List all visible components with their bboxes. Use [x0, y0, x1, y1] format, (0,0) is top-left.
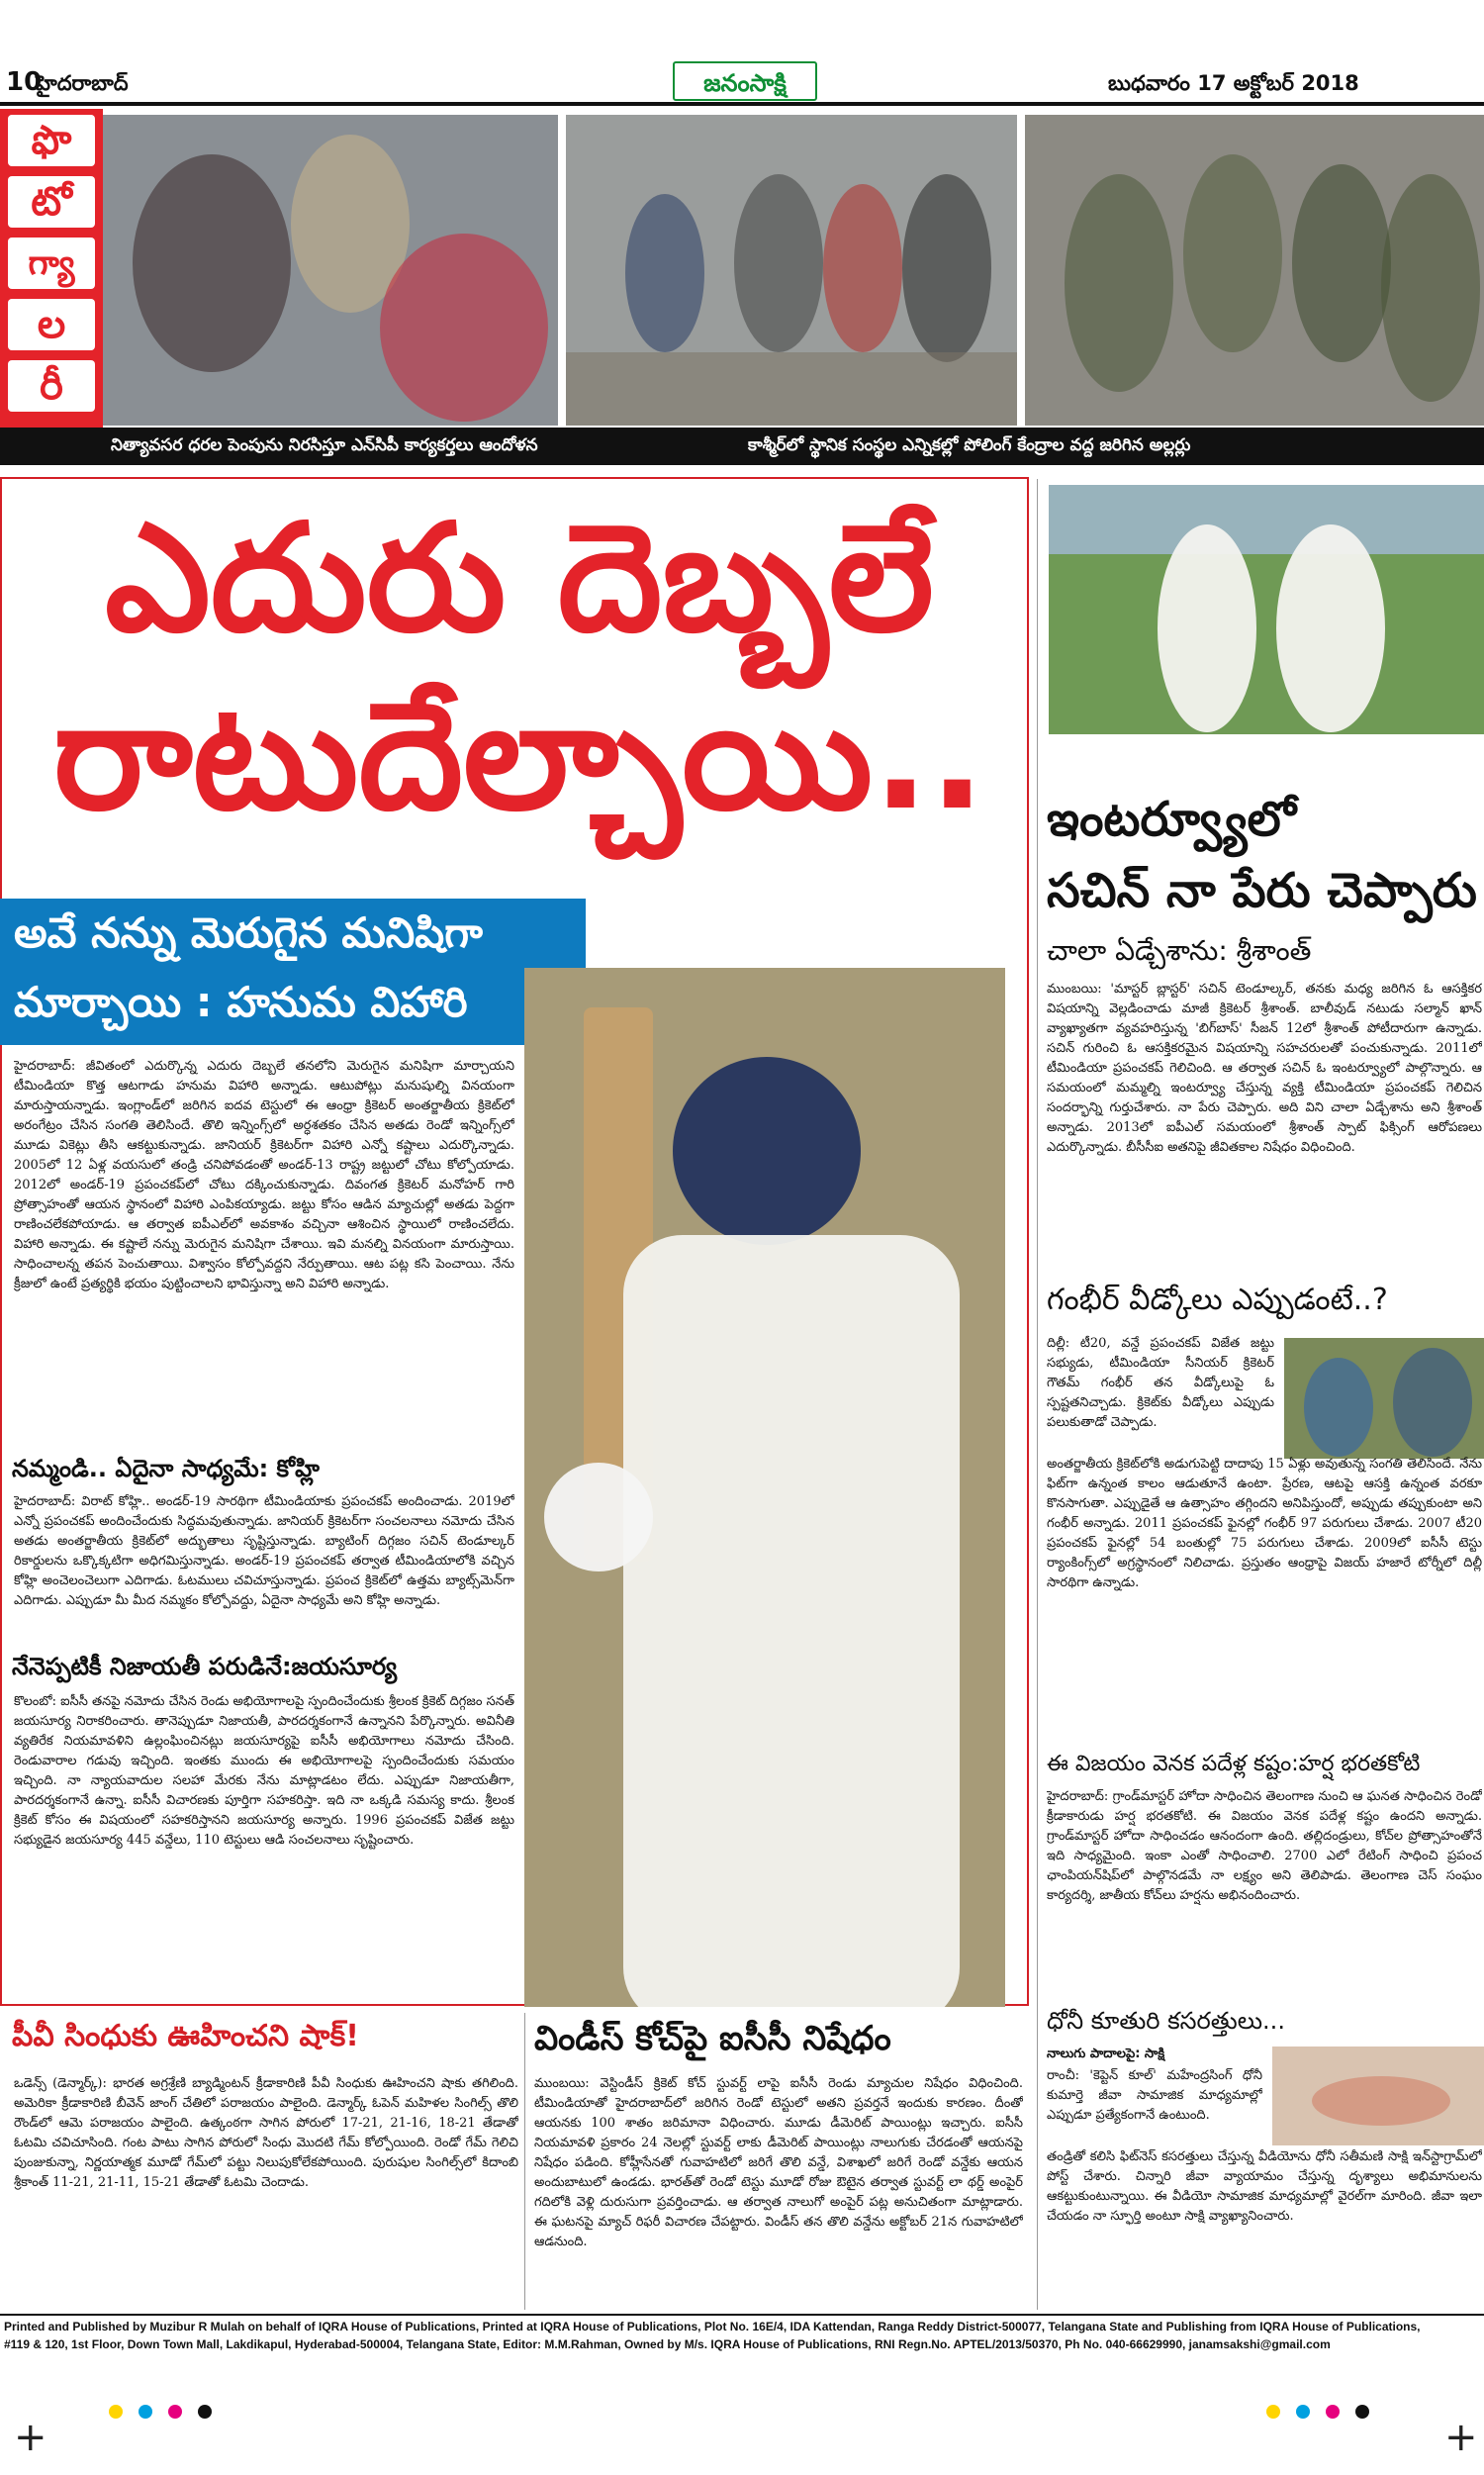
registration-cross-icon: +: [14, 2415, 47, 2460]
gallery-label-char: గ్యా: [8, 238, 95, 289]
newspaper-logo: జనంసాక్షి: [673, 61, 817, 101]
registration-cross-icon: +: [1444, 2415, 1478, 2460]
sindhu-story-title: పీవీ సింధుకు ఊహించని షాక్!: [12, 2019, 359, 2053]
gambhir-story-intro: దిల్లీ: టీ20, వన్డే ప్రపంచకప్ విజేత జట్టు సభ్యుడు, టీమిండియా సీనియర్ క్రికెటర్ గౌతమ్ గంభీర్ తన వీడ్కోలుపై ఓ స్పష్టతనిచ్చాడు. క్రికెట్‌కు వీడ్కోలు ఎప్పుడు పలుకుతాడో చెప్పాడు.: [1047, 1336, 1274, 1430]
gambhir-story-body: అంతర్జాతీయ క్రికెట్‌లోకి అడుగుపెట్టి దాదాపు 15 ఏళ్లు అవుతున్న సంగతి తెలిసిందే. నేను ఫిట్‌గా ఉన్నంత కాలం ఆడుతూనే ఉంటా. ప్రేరణ, ఆటపై ఆసక్తి ఉన్నంత వరకూ కొనసాగుతా. ఎప్పుడైతే ఆ ఉత్సాహం తగ్గిందని అనిపిస్తుందో, అప్పుడు తప్పుకుంటా అని గంభీర్ అన్నాడు. 2011 ప్రపంచకప్ ఫైనల్లో గంభీర్ 97 పరుగులు చేశాడు. 2007 టీ20 ప్రపంచకప్ ఫైనల్లో 54 బంతుల్లో 75 పరుగులు చేశాడు. 2009లో ఐసీసీ టెస్టు ర్యాంకింగ్స్‌లో అగ్రస్థానంలో నిలిచాడు. ప్రస్తుతం ఆంధ్రాపై విజయ్ హజారే టోర్నీలో దిల్లీ సారథిగా ఉన్నాడు.: [1047, 1457, 1482, 1590]
windies-story-body: ముంబయి: వెస్టిండీస్ క్రికెట్ కోచ్ స్టువర్ట్ లాపై ఐసీసీ రెండు మ్యాచుల నిషేధం విధించింది. టీమిండియాతో హైదరాబాద్‌లో జరిగిన రెండో టెస్టులో అతని ప్రవర్తనే ఇందుకు కారణం. దీంతో ఆయనకు 100 శాతం జరిమానా విధించారు. మూడు డీమెరిట్ పాయింట్లు ఇచ్చారు. ఐసీసీ నియమావళి ప్రకారం 24 నెలల్లో స్టువర్ట్ లాకు డీమెరిట్ పాయింట్లు నాలుగుకు చేరడంతో ఆయనపై నిషేధం పడింది. కోహ్లీసేనతో గువాహటిలో జరిగే తొలి వన్డే, విశాఖలో జరిగే రెండో వన్డేకు ఆయన అందుబాటులో ఉండడు. భారత్‌తో రెండో టెస్టు మూడో రోజు ఔటైన తర్వాత స్టువర్ట్ లా థర్డ్ అంపైర్ గదిలోకి వెళ్లి దురుసుగా ప్రవర్తించాడు. ఆ తర్వాత నాలుగో అంపైర్ పట్ల అనుచితంగా మాట్లాడారు. ఈ ఘటనపై మ్యాచ్ రిఫరీ విచారణ చేపట్టారు. విండీస్ తన తొలి వన్డేను అక్టోబర్ 21న గువాహటిలో ఆడనుంది.: [534, 2076, 1023, 2249]
gallery-label-char: టో: [8, 176, 95, 228]
protest-photo: [103, 115, 558, 426]
masthead-rule: [0, 102, 1484, 106]
edition-city: హైదరాబాద్: [36, 71, 129, 95]
jayasuriya-story-body: కొలంబో: ఐసీసీ తనపై నమోదు చేసిన రెండు అభియోగాలపై స్పందించేందుకు శ్రీలంక క్రికెట్ దిగ్గజం సనత్ జయసూర్య నిరాకరించారు. తానెప్పుడూ నిజాయతీ, పారదర్శకంగానే ఉన్నానని పేర్కొన్నారు. అవినీతి వ్యతిరేక నియమావళిని ఉల్లంఘించినట్లు జయసూర్యపై ఐసీసీ అభియోగాలు నమోదు చేసింది. రెండువారాల గడువు ఇచ్చింది. ఇంతకు ముందు ఈ అభియోగాలపై స్పందించేందుకు సమయం ఇచ్చింది. నా న్యాయవాదుల సలహా మేరకు నేను మాట్లాడటం లేదు. ఎప్పుడూ నిజాయతీగా, పారదర్శకంగానే ఉన్నా. ఐసీసీ విచారణకు పూర్తిగా సహకరిస్తా. ఇది నా ఒక్కడి సమస్య కాదు. శ్రీలంక క్రికెట్ కోసం ఈ విషయంలో సహకరిస్తానని జయసూర్య అన్నారు. 1996 ప్రపంచకప్ విజేత జట్టు సభ్యుడైన జయసూర్య 445 వన్డేలు, 110 టెస్టులు ఆడి సంచలనాలు సృష్టించారు.: [14, 1694, 514, 1848]
harsha-story-title: ఈ విజయం వెనక పదేళ్ల కష్టం:హర్ష భరతకోటి: [1047, 1752, 1421, 1776]
windies-story-title: విండీస్ కోచ్‌పై ఐసీసీ నిషేధం: [534, 2019, 891, 2058]
sachin-story-body: ముంబయి: 'మాస్టర్ బ్లాస్టర్' సచిన్ టెండూల్కర్, తనకు మధ్య జరిగిన ఓ ఆసక్తికర విషయాన్ని వెల్లడించాడు మాజీ క్రికెటర్ శ్రీశాంత్. బాలీవుడ్ నటుడు సల్మాన్ ఖాన్ వ్యాఖ్యాతగా వ్యవహరిస్తున్న 'బిగ్‌బాస్' సీజన్ 12లో శ్రీశాంత్ పోటీదారుగా ఉన్నాడు. సచిన్ గురించి ఓ ఆసక్తికరమైన విషయాన్ని సహచరులతో పంచుకున్నాడు. 2011లో టీమిండియా ప్రపంచకప్ గెలిచింది. ఆ తర్వాత సచిన్ ఓ ఇంటర్వ్యూలో పాల్గొన్నారు. ఆ సమయంలో మమ్మల్ని ఇంటర్వ్యూ చేస్తున్న వ్యక్తి టీమిండియా ప్రపంచకప్ గెలిచిన సందర్భాన్ని గుర్తుచేశారు. నా పేరు చెప్పారు. అది విని చాలా ఏడ్చేశాను అని శ్రీశాంత్ అన్నాడు. 2013లో ఐపీఎల్ సమయంలో శ్రీశాంత్ స్పాట్ ఫిక్సింగ్ ఆరోపణలు ఎదుర్కొన్నాడు. బీసీసీఐ అతనిపై జీవితకాల నిషేధం విధించింది.: [1047, 982, 1482, 1155]
color-dot-icon: [109, 2405, 123, 2419]
dhoni-story-intro: రాంచీ: 'కెప్టెన్ కూల్' మహేంద్రసింగ్ ధోనీ కుమార్తె జీవా సామాజిక మాధ్యమాల్లో ఎప్పుడూ ప్రత్యేకంగానే ఉంటుంది.: [1047, 2068, 1262, 2123]
imprint-line1: Printed and Published by Muzibur R Mulah on behalf of IQRA House of Publications, Printed at IQRA House of Publications, Plot No. 16E/4, IDA Kattendan, Ranga Reddy District-500077, Telangana State and Publishing from IQRA House of Publications,: [4, 2320, 1421, 2333]
color-dot-icon: [168, 2405, 182, 2419]
dhoni-story-title: ధోనీ కూతురి కసరత్తులు...: [1047, 2007, 1285, 2035]
imprint-line2: #119 & 120, 1st Floor, Down Town Mall, Lakdikapul, Hyderabad-500004, Telangana State, Editor: M.M.Rahman, Owned by M/s. IQRA House of Publications, RNI Regn.No. APTEL/2013/50370, Ph No. 040-66629990, janamsakshi@gmail.com: [4, 2337, 1331, 2351]
main-headline-line1: ఎదురు దెబ్బలే: [105, 493, 934, 665]
kohli-story-body: హైదరాబాద్: విరాట్ కోహ్లి.. అండర్-19 సారథిగా టీమిండియాకు ప్రపంచకప్ అందించాడు. 2019లో ఎన్నో ప్రపంచకప్ అందించేందుకు సిద్ధమవుతున్నాడు. జానియర్ క్రికెటర్‌గా సంచలనాలు నమోదు చేసిన అతడు అంతర్జాతీయ క్రికెట్‌లో అద్భుతాలు సృష్టిస్తున్నాడు. బ్యాటింగ్ దిగ్గజం సచిన్ టెండూల్కర్ రికార్డులను ఒక్కొక్కటిగా అధిగమిస్తున్నాడు. అండర్-19 ప్రపంచకప్ తర్వాత టీమిండియాలోకి వచ్చిన కోహ్లి అంచెలంచెలుగా ఎదిగాడు. ఓటములు చవిచూస్తున్నాడు. ప్రపంచ క్రికెట్‌లో ఉత్తమ బ్యాట్స్‌మెన్‌గా ఎదిగాడు. ఎప్పుడూ మీ మీద నమ్మకం కోల్పోవద్దు, ఏదైనా సాధ్యమే అని కోహ్లి అన్నాడు.: [14, 1494, 514, 1608]
security-forces-photo: [1025, 115, 1484, 426]
subheadline-line2: మార్చాయి : హనుమ విహారి: [14, 978, 468, 1026]
main-story-body: హైదరాబాద్: జీవితంలో ఎదుర్కొన్న ఎదురు దెబ్బలే తనలోని మెరుగైన మనిషిగా మార్చాయని టీమిండియా కొత్త ఆటగాడు హనుమ విహారి అన్నాడు. ఆటుపోట్లు మనుషుల్ని వినయంగా మారుస్తాయన్నాడు. ఇంగ్లాండ్‌లో జరిగిన ఐదవ టెస్టులో ఈ ఆంధ్రా క్రికెటర్ అంతర్జాతీయ క్రికెట్‌లో అరంగేట్రం చేసిన సంగతి తెలిసిందే. తొలి ఇన్నింగ్స్‌లో అర్ధశతకం చేసిన అతడు రెండో ఇన్నింగ్స్‌లో మూడు వికెట్లు తీసి ఆకట్టుకున్నాడు. జానియర్ క్రికెటర్‌గా విహారి ఎన్నో కష్టాలు ఎదుర్కొన్నాడు. 2005లో 12 ఏళ్ల వయసులో తండ్రి చనిపోవడంతో అండర్-13 రాష్ట్ర జట్టులో చోటు కోల్పోయాడు. 2012లో అండర్-19 ప్రపంచకప్‌లో చోటు దక్కించుకున్నాడు. దివంగత క్రికెటర్ మనోహర్ గారి ప్రోత్సాహంతో ఆయన స్థానంలో విహారి ఎంపికయ్యాడు. జట్టు కోసం ఆడిన మ్యాచుల్లో అతడు పెద్దగా రాణించలేకపోయాడు. ఆ తర్వాత ఐపీఎల్‌లో అవకాశం వచ్చినా ఆశించిన స్థాయిలో రాణించలేదు. విహారి అన్నాడు. ఈ కష్టాలే నన్ను మెరుగైన మనిషిగా చేశాయి. ఇవి మనల్ని వినయంగా మారుస్తాయి. సాధించాలన్న తపన పెంచుతాయి. విశ్వాసం కోల్పోవద్దని నేర్పుతాయి. ఆట పట్ల కసి పెంచాయి. నేను క్రీజులో ఉంటే ప్రత్యర్థికి భయం పుట్టించాలని భావిస్తున్నా అని విహారి అన్నాడు.: [14, 1059, 514, 1291]
gallery-caption-left: నిత్యావసర ధరల పెంపును నిరసిస్తూ ఎన్‌సిపీ కార్యకర్తలు ఆందోళన: [111, 435, 538, 455]
photo-gallery-label: [0, 109, 103, 428]
color-dot-icon: [1355, 2405, 1369, 2419]
gambhir-story-title: గంభీర్ వీడ్కోలు ఎప్పుడంటే..?: [1047, 1283, 1388, 1317]
column-divider: [1037, 479, 1038, 2310]
main-headline-line2: రాటుదేల్చాయి..: [53, 671, 985, 843]
gallery-caption-right: కాశ్మీర్‌లో స్థానిక సంస్థల ఎన్నికల్లో పోలింగ్ కేంద్రాల వద్ద జరిగిన అల్లర్లు: [748, 435, 1191, 455]
sachin-story-title-line2: సచిన్ నా పేరు చెప్పారు: [1047, 863, 1477, 918]
color-dot-icon: [1296, 2405, 1310, 2419]
sachin-story-subtitle: చాలా ఏడ్చేశాను: శ్రీశాంత్: [1047, 934, 1312, 967]
harsha-story-body: హైదరాబాద్: గ్రాండ్‌మాస్టర్ హోదా సాధించిన తెలంగాణ నుంచి ఆ ఘనత సాధించిన రెండో క్రీడాకారుడు హర్ష భరతకోటి. ఈ విజయం వెనక పదేళ్ల కష్టం ఉందని అన్నాడు. గ్రాండ్‌మాస్టర్ హోదా సాధించడం ఆనందంగా ఉంది. తల్లిదండ్రులు, కోచ్‌ల ప్రోత్సాహంతోనే ఇది సాధ్యమైంది. ఇంకా ఎంతో సాధించాలి. 2700 ఎలో రేటింగ్ సాధించి ప్రపంచ ఛాంపియన్‌షిప్‌లో పాల్గొనడమే నా లక్ష్యం అని తెలిపాడు. తెలంగాణ చెస్ సంఘం కార్యదర్శి, జాతీయ కోచ్‌లు హర్షను అభినందించారు.: [1047, 1789, 1482, 1903]
sachin-sreesanth-photo: [1049, 485, 1484, 734]
date-line: బుధవారం 17 అక్టోబర్ 2018: [1108, 71, 1359, 95]
gallery-label-char: రీ: [8, 360, 95, 412]
color-dot-icon: [1266, 2405, 1280, 2419]
dhoni-story-byline: నాలుగు పాదాలపై: సాక్షి: [1047, 2047, 1165, 2061]
column-divider: [524, 2013, 525, 2310]
gambhir-photo: [1284, 1338, 1484, 1459]
kashmir-clash-photo: [566, 115, 1017, 426]
subheadline-line1: అవే నన్ను మెరుగైన మనిషిగా: [14, 908, 483, 957]
sachin-story-title-line1: ఇంటర్వ్యూలో: [1047, 792, 1297, 847]
ziva-dhoni-photo: [1272, 2047, 1484, 2145]
dhoni-story-body: తండ్రితో కలిసి ఫిట్‌నెస్ కసరత్తులు చేస్తున్న వీడియోను ధోనీ సతీమణి సాక్షి ఇన్‌స్టాగ్రామ్‌లో పోస్ట్ చేశారు. చిన్నారి జీవా వ్యాయామం చేస్తున్న దృశ్యాలు అభిమానులను ఆకట్టుకుంటున్నాయి. ఈ వీడియో సామాజిక మాధ్యమాల్లో వైరల్‌గా మారింది. జీవా ఇలా చేయడం నా స్ఫూర్తి అంటూ సాక్షి వ్యాఖ్యానించారు.: [1047, 2149, 1482, 2224]
gallery-label-char: ల: [8, 299, 95, 350]
gallery-label-char: ఫొ: [8, 115, 95, 166]
footer-rule: [0, 2314, 1484, 2316]
jayasuriya-story-title: నేనెప్పటికీ నిజాయతీ పరుడినే:జయసూర్య: [12, 1653, 398, 1680]
kohli-story-title: నమ్మండి.. ఏదైనా సాధ్యమే: కోహ్లి: [12, 1455, 320, 1482]
color-dot-icon: [139, 2405, 152, 2419]
color-dot-icon: [1326, 2405, 1340, 2419]
hanuma-vihari-photo: [524, 968, 1005, 2007]
page-number: 10: [6, 67, 43, 97]
color-dot-icon: [198, 2405, 212, 2419]
sindhu-story-body: ఒడెన్స్ (డెన్మార్క్): భారత అగ్రశ్రేణి బ్యాడ్మింటన్ క్రీడాకారిణి పీవీ సింధుకు ఊహించని షాకు తగిలింది. అమెరికా క్రీడాకారిణి బీవెన్ జాంగ్ చేతిలో పరాజయం పాలైంది. డెన్మార్క్ ఓపెన్ మహిళల సింగిల్స్ తొలి రౌండ్‌లో ఆమె పరాజయం పాలైంది. ఉత్కంఠగా సాగిన పోరులో 17-21, 21-16, 18-21 తేడాతో ఓటమి చవిచూసింది. గంట పాటు సాగిన పోరులో సింధు మొదటి గేమ్ కోల్పోయింది. రెండో గేమ్ గెలిచి పుంజుకున్నా, నిర్ణయాత్మక మూడో గేమ్‌లో పట్టు నిలుపుకోలేకపోయింది. పురుషుల సింగిల్స్‌లో కిదాంబి శ్రీకాంత్ 11-21, 21-11, 15-21 తేడాతో ఓటమి చెందాడు.: [14, 2076, 518, 2190]
